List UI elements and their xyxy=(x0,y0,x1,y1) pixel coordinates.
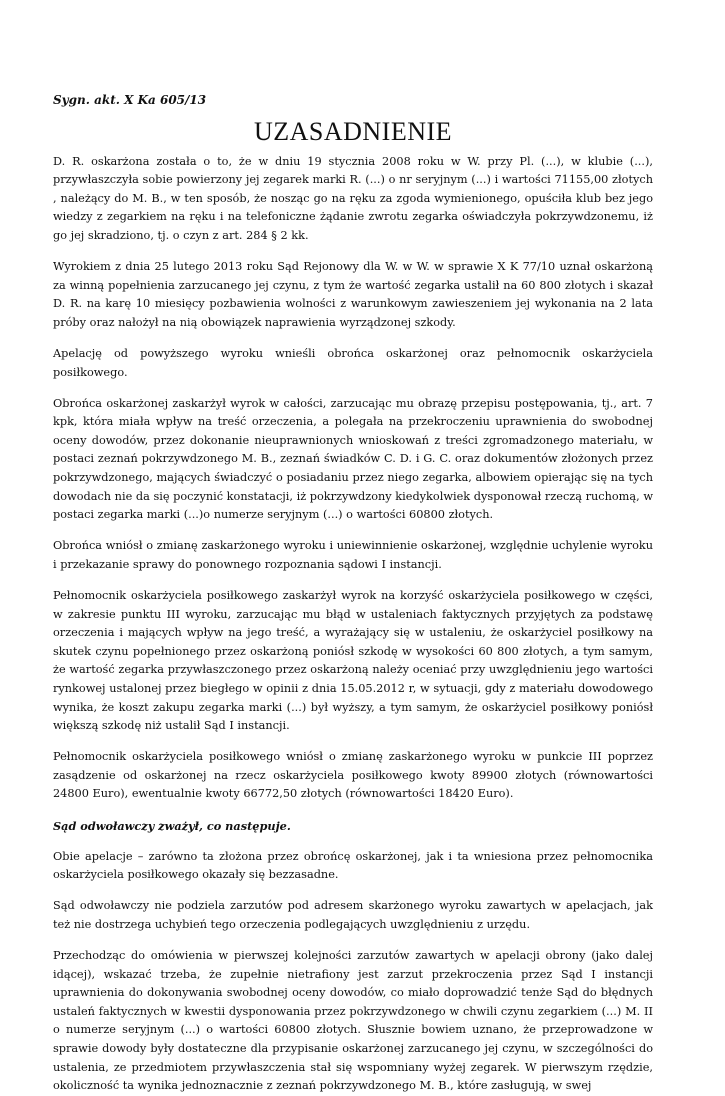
paragraph-defense-appeal: Obrońca oskarżonej zaskarżył wyrok w całości, zarzucając mu obrazę przepisu postępowania, tj., art. 7 kpk, która miała wpływ na treść orzeczenia, a polegała na przekroczeniu uprawnienia do swobodnej oceny dowodów, przez dokonanie nieuprawnionych wnioskowań z treści zgromadzonego materiału, w postaci zeznań pokrzywdzonego M. B., zeznań świadków C. D. i G. C. oraz dokumentów złożonych przez pokrzywdzonego, mających świadczyć o posiadaniu przez niego zegarka, albowiem opierając się na tych dowodach nie da się poczynić konstatacji, iż pokrzywdzony kiedykolwiek dysponował rzeczą ruchomą, w postaci zegarka marki (...)o numerze seryjnym (...) o wartości 60800 złotych. xyxy=(53,396,653,522)
paragraph-appeals-unfounded: Obie apelacje – zarówno ta złożona przez obrońcę oskarżonej, jak i ta wniesiona przez pełnomocnika oskarżyciela posiłkowego okazały się bezzasadne. xyxy=(53,849,653,882)
paragraph-defense-motion: Obrońca wniósł o zmianę zaskarżonego wyroku i uniewinnienie oskarżonej, względnie uchylenie wyroku i przekazanie sprawy do ponownego rozpoznania sądowi I instancji. xyxy=(53,539,653,571)
paragraph-appeals: Apelację od powyższego wyroku wnieśli obrońca oskarżonej oraz pełnomocnik oskarżyciela posiłkowego. xyxy=(53,346,653,379)
document-title: UZASADNIENIE xyxy=(253,117,453,146)
section-heading: Sąd odwoławczy zważył, co następuje. xyxy=(53,818,291,833)
paragraph-charge: D. R. oskarżona została o to, że w dniu 19 stycznia 2008 roku w W. przy Pl. (...), w klubie (...), przywłaszczyła sobie powierzony jej zegarek marki R. (...) o nr seryjnym (...) i wartości 71155,00 złotych , należący do M. B., w ten sposób, że nosząc go na ręku za zgoda wymienionego, opuściła klub bez jego wiedzy z zegarkiem na ręku i na telefoniczne żądanie zwrotu zegarka oświadczyła pokrzywdzonemu, iż go jej skradziono, tj. o czyn z art. 284 § 2 kk. xyxy=(53,154,653,242)
paragraph-no-errors: Sąd odwoławczy nie podziela zarzutów pod adresem skarżonego wyroku zawartych w apelacjach, jak też nie dostrzega uchybień tego orzeczenia podlegających uwzględnieniu z urzędu. xyxy=(53,899,653,931)
case-number: Sygn. akt. X Ka 605/13 xyxy=(53,93,207,107)
paragraph-analysis: Przechodząc do omówienia w pierwszej kolejności zarzutów zawartych w apelacji obrony (jako dalej idącej), wskazać trzeba, że zupełnie nietrafiony jest zarzut przekroczenia przez Sąd I instancji uprawnienia do dokonywania swobodnej oceny dowodów, co miało doprowadzić tenże Sąd do błędnych ustaleń faktycznych w kwestii dysponowania przez pokrzywdzonego w chwili czynu zegarkiem (...) M. II o numerze seryjnym (...) o wartości 60800 złotych. Słusznie bowiem uznano, że przeprowadzone w sprawie dowody były dostateczne dla przypisanie oskarżonej zarzucanego jej czynu, w szczególności do ustalenia, ze przedmiotem przywłaszczenia stał się wspomniany wyżej zegarek. W pierwszym rzędzie, okoliczność ta wynika jednoznacznie z zeznań pokrzywdzonego M. B., które zasługują, w swej xyxy=(53,948,653,1093)
paragraph-attorney-motion: Pełnomocnik oskarżyciela posiłkowego wniósł o zmianę zaskarżonego wyroku w punkcie III poprzez zasądzenie od oskarżonej na rzecz oskarżyciela posiłkowego kwoty 89900 złotych (równowartości 24800 Euro), ewentualnie kwoty 66772,50 złotych (równowartości 18420 Euro). xyxy=(53,750,653,801)
paragraph-attorney-appeal: Pełnomocnik oskarżyciela posiłkowego zaskarżył wyrok na korzyść oskarżyciela posiłkowego w części, w zakresie punktu III wyroku, zarzucając mu błąd w ustaleniach faktycznych przyjętych za podstawę orzeczenia i mających wpływ na jego treść, a wyrażający się w ustaleniu, że oskarżyciel posiłkowy na skutek czynu popełnionego przez oskarżoną poniósł szkodę w wysokości 60 800 złotych, a tym samym, że wartość zegarka przywłaszczonego przez oskarżoną należy oceniać przy uwzględnieniu jego wartości rynkowej ustalonej przez biegłego w opinii z dnia 15.05.2012 r, w sytuacji, gdy z materiału dowodowego wynika, że koszt zakupu zegarka marki (...) był wyższy, a tym samym, że oskarżyciel posiłkowy poniósł większą szkodę niż ustalił Sąd I instancji. xyxy=(53,588,653,733)
paragraph-verdict: Wyrokiem z dnia 25 lutego 2013 roku Sąd Rejonowy dla W. w W. w sprawie X K 77/10 uznał oskarżoną za winną popełnienia zarzucanego jej czynu, z tym że wartość zegarka ustalił na 60 800 złotych i skazał D. R. na karę 10 miesięcy pozbawienia wolności z warunkowym zawieszeniem jej wykonania na 2 lata próby oraz nałożył na nią obowiązek naprawienia wyrządzonej szkody. xyxy=(53,260,653,329)
